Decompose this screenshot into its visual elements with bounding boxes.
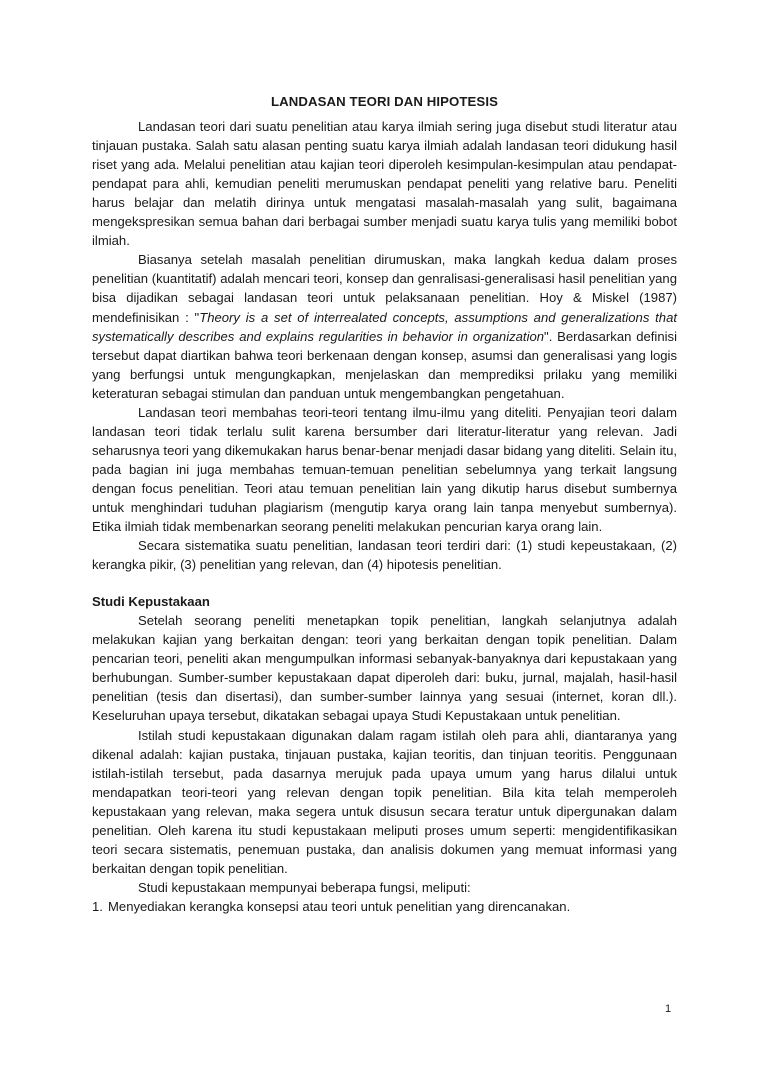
list-item-text: Menyediakan kerangka konsepsi atau teori untuk penelitian yang direncanakan. [108, 898, 571, 914]
list-item [92, 897, 677, 916]
document-page [92, 92, 677, 916]
hoy-text-before: Biasanya setelah masalah penelitian dirumuskan, maka langkah kedua dalam proses penelitian (kuantitatif) adalah mencari teori, konsep dan genralisasi-generalisasi hasil penelitian yang bisa dijadikan sebagai landasan teori untuk pelaksanaan penelitian. Hoy & Miskel (1987) mendefinisikan : " [92, 252, 677, 325]
paragraph-hoy-miskel [92, 250, 677, 402]
paragraph-studi-3: Studi kepustakaan mempunyai beberapa fungsi, meliputi: [138, 879, 471, 895]
paragraph-landasan-teori: Landasan teori membahas teori-teori tentang ilmu-ilmu yang diteliti. Penyajian teori dalam landasan teori tidak terlalu sulit karena bersumber dari literatur-literatur yang relevan. Jadi seharusnya teori yang dikemukakan harus benar-benar menjadi dasar bidang yang diteliti. Selain itu, pada bagian ini juga membahas temuan-temuan penelitian sebelumnya yang terkait langsung dengan focus penelitian. Teori atau temuan penelitian lain yang dikutip harus disebut sumbernya untuk menghindari tuduhan plagiarism (mengutip karya orang lain tanpa menyebut sumbernya). Etika ilmiah tidak membenarkan seorang peneliti melakukan pencurian karya orang lain. [92, 404, 677, 535]
hoy-quote: Theory is a set of interrealated concepts, assumptions and generalizations that systematically describes and explains regularities in behavior in organization [92, 309, 678, 344]
document-title: LANDASAN TEORI DAN HIPOTESIS [270, 94, 498, 109]
paragraph-intro: Landasan teori dari suatu penelitian atau karya ilmiah sering juga disebut studi literatur atau tinjauan pustaka. Salah satu alasan penting suatu karya ilmiah adalah landasan teori didukung hasil riset yang ada. Melalui penelitian atau kajian teori diperoleh kesimpulan-kesimpulan atau pendapat-pendapat para ahli, kemudian peneliti merumuskan pendapat peneliti yang relative baru. Peneliti harus belajar dan melatih dirinya untuk mengatasi masalah-masalah yang sulit, bagaimana mengekspresikan semua bahan dari berbagai sumber menjadi suatu karya tulis yang memiliki bobot ilmiah. [92, 119, 677, 249]
paragraph-studi-1: Setelah seorang peneliti menetapkan topik penelitian, langkah selanjutnya adalah melakukan kajian yang berkaitan dengan: teori yang berkaitan dengan topik penelitian. Dalam pencarian teori, peneliti akan mengumpulkan informasi sebanyak-banyaknya dari kepustakaan yang berhubungan. Sumber-sumber kepustakaan dapat diperoleh dari: buku, jurnal, majalah, hasil-hasil penelitian (tesis dan disertasi), dan sumber-sumber lainnya yang sesuai (internet, koran dll.). Keseluruhan upaya tersebut, dikatakan sebagai upaya Studi Kepustakaan untuk penelitian. [92, 613, 677, 724]
list-item-number: 1. [92, 898, 103, 914]
page-number: 1 [665, 1003, 672, 1015]
paragraph-studi-2: Istilah studi kepustakaan digunakan dalam ragam istilah oleh para ahli, diantaranya yang dikenal adalah: kajian pustaka, tinjauan pustaka, kajian teoritis, dan tinjuan teoritis. Penggunaan istilah-istilah tersebut, pada dasarnya merujuk pada upaya umum yang harus dilalui untuk mendapatkan teori-teori yang relevan dengan topik penelitian. Bila kita telah memperoleh kepustakaan yang relevan, maka segera untuk disusun secara teratur untuk dipergunakan dalam penelitian. Oleh karena itu studi kepustakaan meliputi proses umum seperti: mengidentifikasikan teori secara sistematis, penemuan pustaka, dan analisis dokumen yang memuat informasi yang berkaitan dengan topik penelitian. [92, 727, 677, 876]
paragraph-sistematika: Secara sistematika suatu penelitian, landasan teori terdiri dari: (1) studi kepeustakaan, (2) kerangka pikir, (3) penelitian yang relevan, dan (4) hipotesis penelitian. [92, 538, 677, 573]
section-heading-studi-kepustakaan: Studi Kepustakaan [92, 594, 210, 610]
hoy-text-after: ". Berdasarkan definisi tersebut dapat diartikan bahwa teori berkenaan dengan konsep, asumsi dan generalisasi yang logis yang berfungsi untuk mengungkapkan, menjelaskan dan memprediksi prilaku yang memiliki keteraturan sebagai stimulan dan panduan untuk mengembangkan pengetahuan. [92, 328, 677, 401]
